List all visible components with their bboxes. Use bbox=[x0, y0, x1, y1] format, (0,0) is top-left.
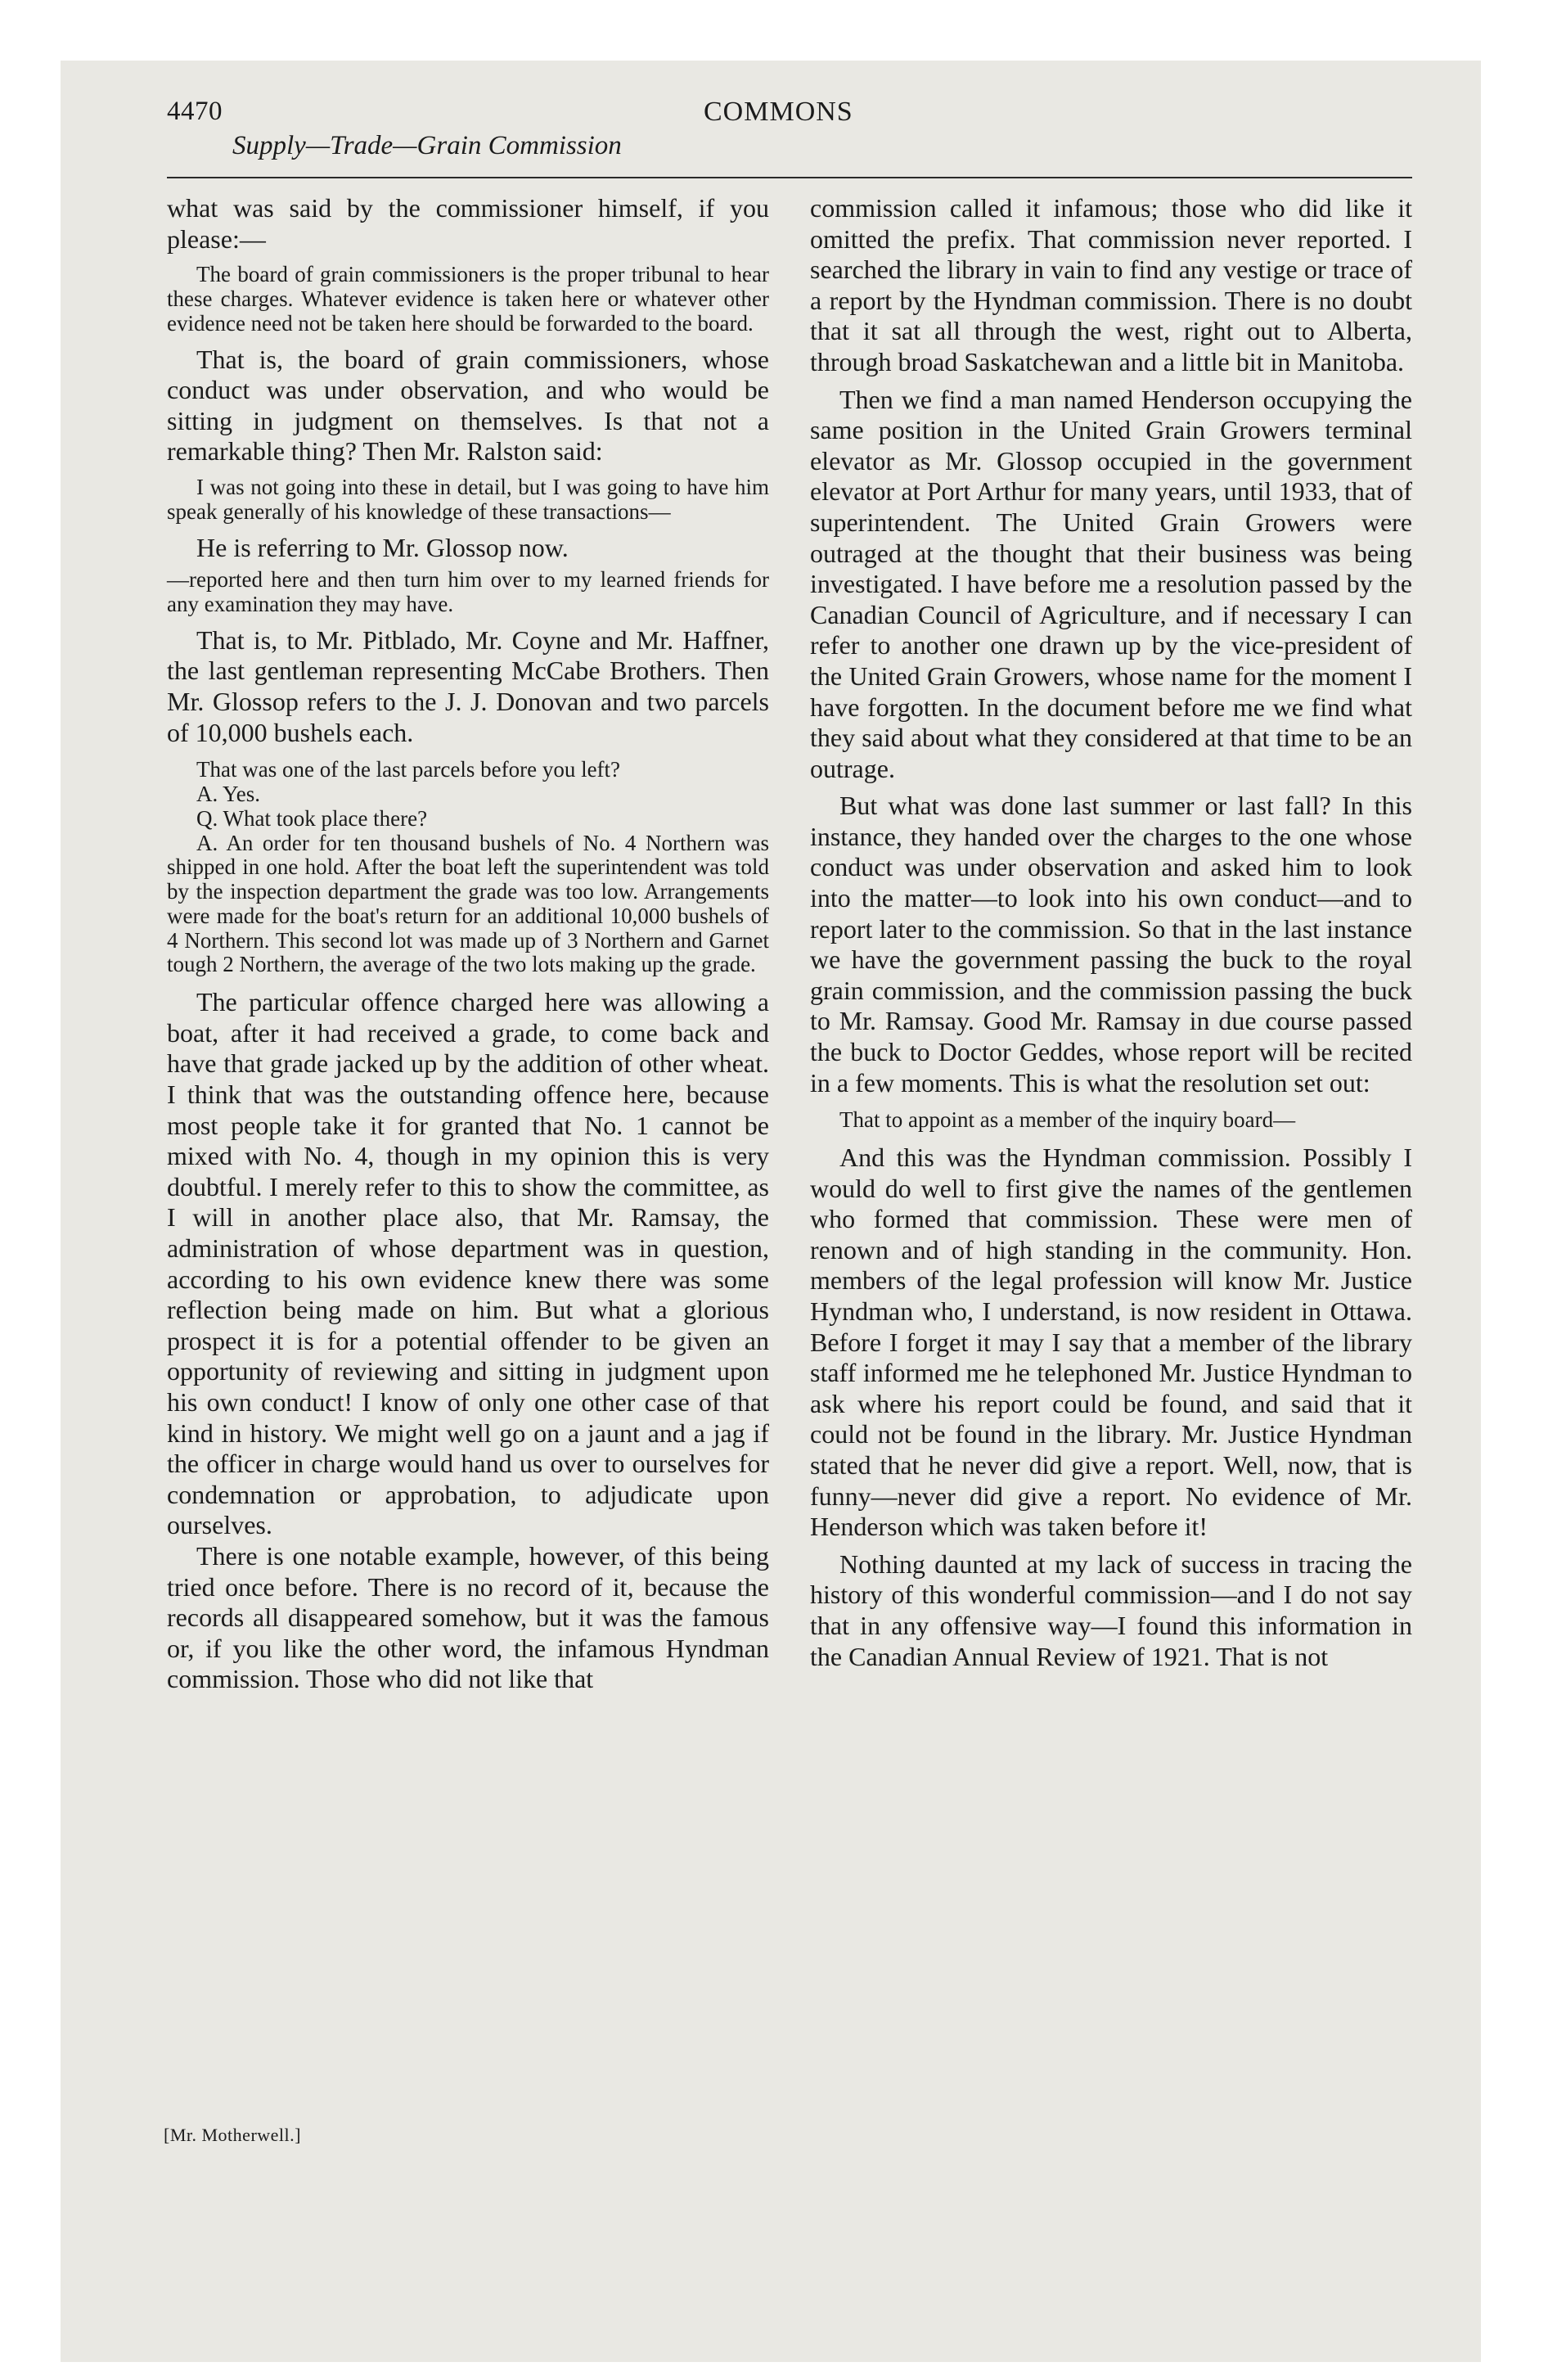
paragraph: But what was done last summer or last fall? In this instance, they handed over the charges to the one whose conduct was under observation and asked him to look into the matter—to look into his own conduct—and to report later to the commission. So that in the last instance we have the government passing the buck to the royal grain commission, and the commission passing the buck to Mr. Ramsay. Good Mr. Ramsay in due course passed the buck to Doctor Geddes, whose report will be recited in a few moments. This is what the resolution set out: bbox=[810, 791, 1412, 1098]
quoted-paragraph: Q. What took place there? bbox=[196, 805, 428, 831]
quoted-paragraph: That to appoint as a member of the inquiry board— bbox=[839, 1107, 1296, 1133]
paragraph: That is, the board of grain commissioners, whose conduct was under observation, and who would be sitting in judgment on themselves. Is that not a remarkable thing? Then Mr. Ralston said: bbox=[167, 344, 769, 467]
page-number: 4470 bbox=[167, 97, 223, 126]
paragraph: There is one notable example, however, of this being tried once before. There is no record of it, because the records all disappeared somehow, but it was the famous or, if you like the other word, the infamous Hyndman commission. Those who did not like that bbox=[167, 1540, 769, 1694]
paragraph: what was said by the commissioner himself, if you please:— bbox=[167, 193, 769, 254]
quoted-paragraph: A. Yes. bbox=[196, 781, 261, 806]
paragraph: He is referring to Mr. Glossop now. bbox=[196, 532, 569, 562]
paragraph: And this was the Hyndman commission. Possibly I would do well to first give the names of the gentlemen who formed that commission. These were men of renown and of high standing in the community. Hon. members of the legal profession will know Mr. Justice Hyndman who, I understand, is now resident in Ottawa. Before I forget it may I say that a member of the library staff informed me he telephoned Mr. Justice Hyndman to ask where his report could be found, and said that it could not be found in the library. Mr. Justice Hyndman stated that he never did give a report. Well, now, that is funny—never did give a report. No evidence of Mr. Henderson which was taken before it! bbox=[810, 1143, 1412, 1542]
quoted-paragraph: A. An order for ten thousand bushels of No. 4 Northern was shipped in one hold. After the boat left the superintendent was told by the inspection department the grade was too low. Arrangements were made for the boat's return for an additional 10,000 bushels of 4 Northern. This second lot was made up of 3 Northern and Garnet tough 2 Northern, the average of the two lots making up the grade. bbox=[167, 830, 769, 977]
left-column bbox=[167, 193, 769, 1695]
page-title: COMMONS bbox=[704, 97, 853, 127]
paragraph: That is, to Mr. Pitblado, Mr. Coyne and Mr. Haffner, the last gentleman representing McCabe Brothers. Then Mr. Glossop refers to the J. J. Donovan and two parcels of 10,000 bushels each. bbox=[167, 624, 769, 747]
header-rule bbox=[167, 177, 1412, 178]
speaker-footer: [Mr. Motherwell.] bbox=[164, 2125, 301, 2145]
page-subtitle: Supply—Trade—Grain Commission bbox=[232, 131, 622, 160]
paragraph: Nothing daunted at my lack of success in tracing the history of this wonderful commission—and I do not say that in any offensive way—I found this information in the Canadian Annual Review of 1921. That is not bbox=[810, 1548, 1412, 1671]
paragraph: The particular offence charged here was allowing a boat, after it had received a grade, to come back and have that grade jacked up by the addition of other wheat. I think that was the outstanding offence here, because most people take it for granted that No. 1 cannot be mixed with No. 4, though in my opinion this is very doubtful. I merely refer to this to show the committee, as I will in another place also, that Mr. Ramsay, the administration of whose department was in question, according to his own evidence knew there was some reflection being made on him. But what a glorious prospect it is for a potential offender to be given an opportunity of reviewing and sitting in judgment upon his own conduct! I know of only one other case of that kind in history. We might well go on a jaunt and a jag if the officer in charge would hand us over to ourselves for condemnation or approbation, to adjudicate upon ourselves. bbox=[167, 987, 769, 1540]
quoted-paragraph: I was not going into these in detail, but I was going to have him speak generally of his knowledge of these transactions— bbox=[167, 474, 769, 524]
quoted-paragraph: That was one of the last parcels before you left? bbox=[196, 757, 621, 782]
right-column bbox=[810, 193, 1412, 1672]
quoted-paragraph: The board of grain commissioners is the proper tribunal to hear these charges. Whatever evidence is taken here or whatever other evidence need not be taken here should be forwarded to the board. bbox=[167, 262, 769, 336]
paragraph: Then we find a man named Henderson occupying the same position in the United Grain Growers terminal elevator as Mr. Glossop occupied in the government elevator at Port Arthur for many years, until 1933, that of superintendent. The United Grain Growers were outraged at the thought that their business was being investigated. I have before me a resolution passed by the Canadian Council of Agriculture, and if necessary I can refer to another one drawn up by the vice-president of the United Grain Growers, whose name for the moment I have forgotten. In the document before me we find what they said about what they considered at that time to be an outrage. bbox=[810, 384, 1412, 783]
paragraph: commission called it infamous; those who did like it omitted the prefix. That commission never reported. I searched the library in vain to find any vestige or trace of a report by the Hyndman commission. There is no doubt that it sat all through the west, right out to Alberta, through broad Saskatchewan and a little bit in Manitoba. bbox=[810, 193, 1412, 376]
quoted-paragraph: —reported here and then turn him over to my learned friends for any examination they may have. bbox=[167, 567, 769, 616]
